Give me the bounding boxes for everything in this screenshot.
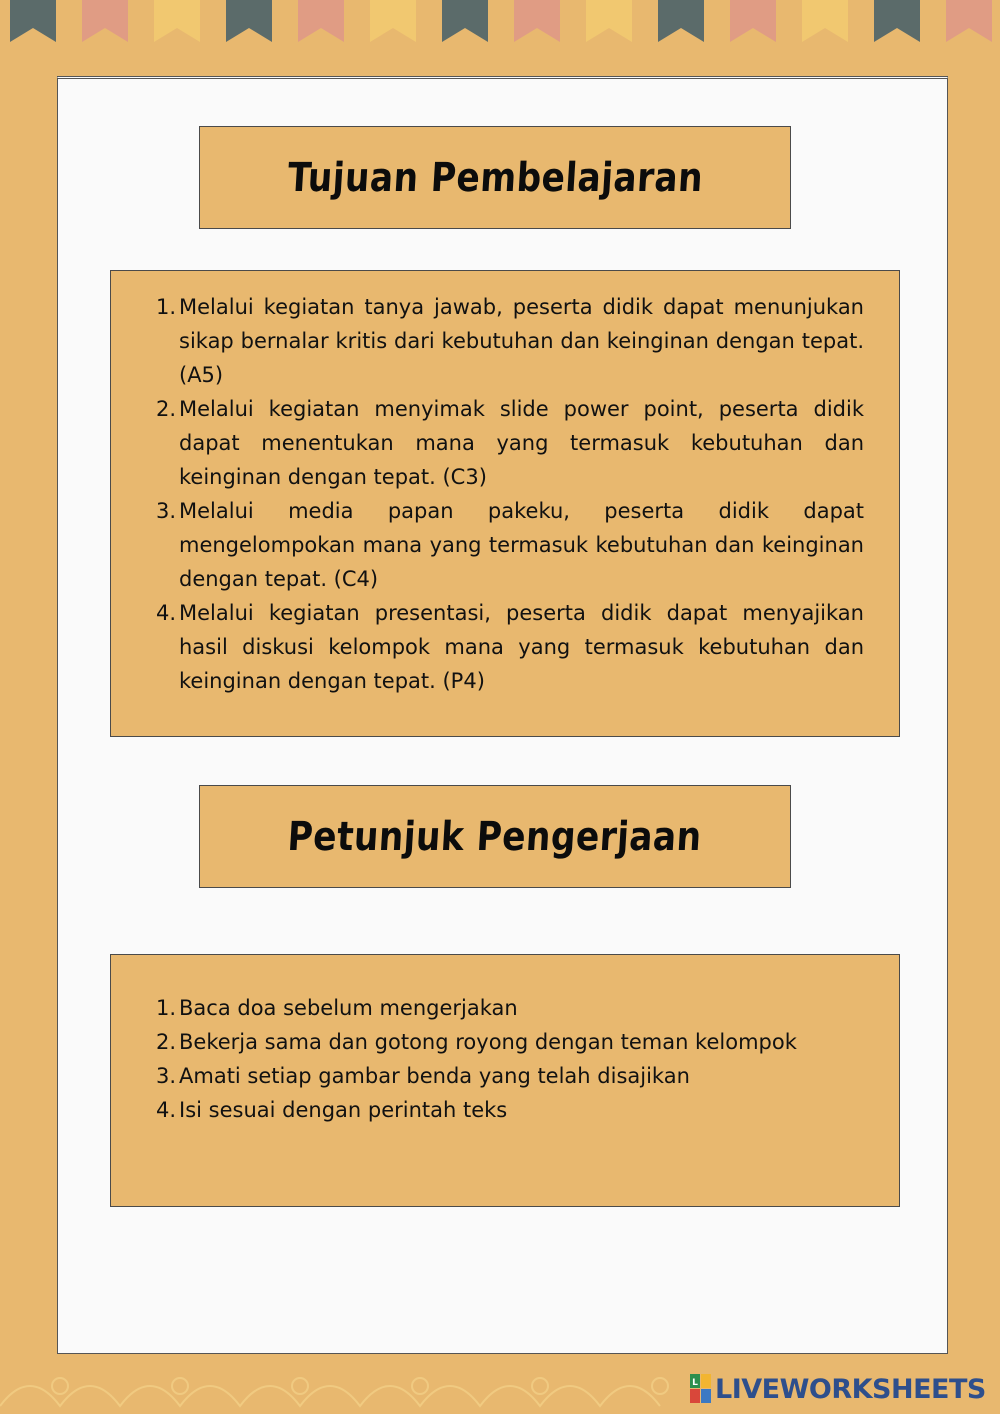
bunting-flag [10,0,56,42]
liveworksheets-logo[interactable] [690,1372,986,1406]
section-title-tujuan [199,126,791,229]
instructions-list [111,991,819,1127]
bunting-flag [82,0,128,42]
list-item: 2. Bekerja sama dan gotong royong dengan teman kelompok [156,1030,797,1054]
logo-text: LIVEWORKSHEETS [715,1373,986,1405]
list-item: 1. Melalui kegiatan tanya jawab, peserta didik dapat menunjukan sikap bernalar kritis dari kebutuhan dan keinginan dengan tepat. (A5) [156,295,864,387]
bunting-flag [514,0,560,42]
bunting-flag [586,0,632,42]
bunting-flag [874,0,920,42]
bunting-flag [658,0,704,42]
list-item: 2. Melalui kegiatan menyimak slide power point, peserta didik dapat menentukan mana yang termasuk kebutuhan dan keinginan dengan tepat. (C3) [156,397,864,489]
bunting-flag [370,0,416,42]
list-item: 1. Baca doa sebelum mengerjakan [156,996,518,1020]
bunting-flag [298,0,344,42]
list-item: 4. Melalui kegiatan presentasi, peserta didik dapat menyajikan hasil diskusi kelompok mana yang termasuk kebutuhan dan keinginan dengan tepat. (P4) [156,601,864,693]
list-item: 4. Isi sesuai dengan perintah teks [156,1098,508,1122]
list-item: 3. Melalui media papan pakeku, peserta didik dapat mengelompokan mana yang termasuk kebutuhan dan keinginan dengan tepat. (C4) [156,499,864,591]
objectives-list [111,290,864,698]
objectives-box [110,270,900,737]
section-title-text: Petunjuk Pengerjaan [286,813,704,860]
section-title-petunjuk [199,785,791,888]
bunting-flag [946,0,992,42]
bunting-flag [442,0,488,42]
bunting-flag [226,0,272,42]
liveworksheets-logo-icon [690,1374,712,1404]
logo-mark-letter: L [692,1378,698,1388]
bunting-flag [154,0,200,42]
instructions-box [110,954,900,1207]
bunting-flag [730,0,776,42]
section-title-text: Tujuan Pembelajaran [285,154,705,201]
list-item: 3. Amati setiap gambar benda yang telah disajikan [156,1064,690,1088]
bunting-flag [802,0,848,42]
bunting-decoration [0,0,1000,50]
